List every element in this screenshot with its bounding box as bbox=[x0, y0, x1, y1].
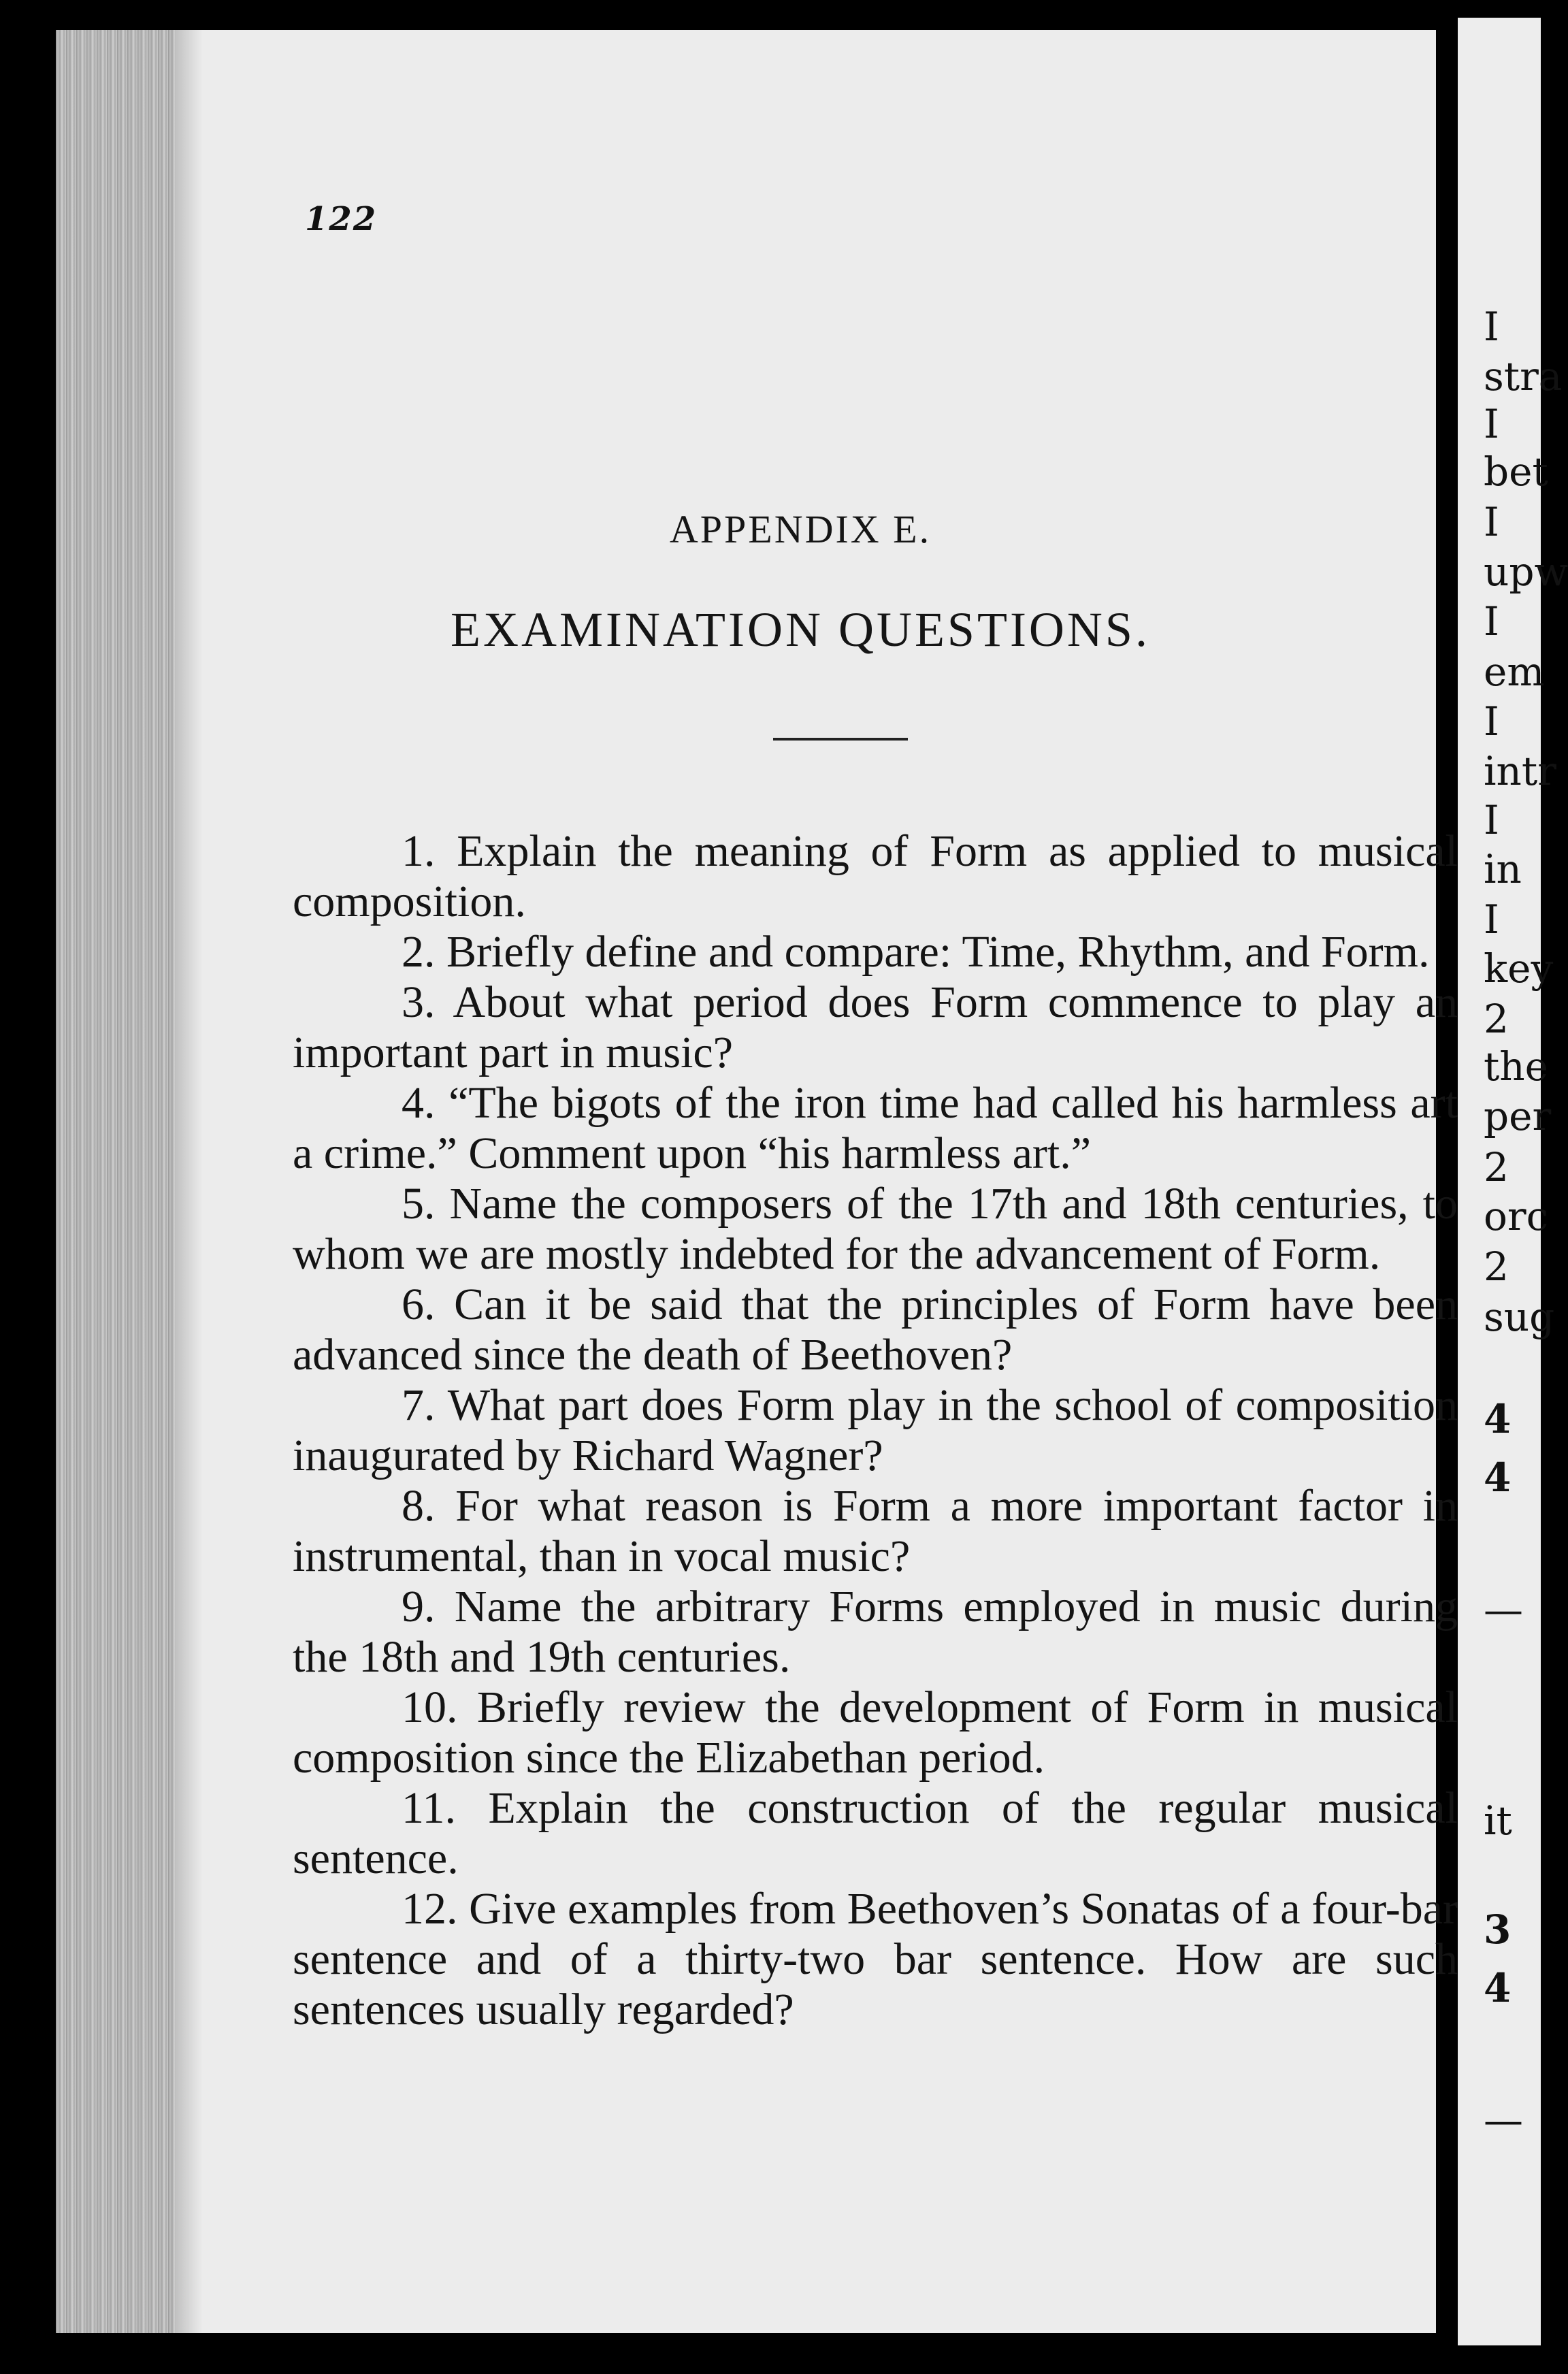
facing-page-text: I bbox=[1484, 304, 1499, 350]
question-item: 4. “The bigots of the iron time had called his harmless art a crime.” Comment upon “his harmless art.” bbox=[293, 1078, 1458, 1178]
question-item: 9. Name the arbitrary Forms employed in music during the 18th and 19th centuries. bbox=[293, 1582, 1458, 1682]
facing-page-text: I bbox=[1484, 598, 1499, 645]
facing-page-text: em bbox=[1484, 649, 1545, 695]
question-item: 3. About what period does Form commence to play an important part in music? bbox=[293, 977, 1458, 1077]
facing-page-text: 4 bbox=[1484, 1454, 1512, 1501]
facing-page-text: I bbox=[1484, 698, 1499, 745]
left-page bbox=[56, 30, 1458, 2333]
facing-page-text: key bbox=[1484, 945, 1554, 992]
question-list bbox=[293, 826, 1458, 2035]
question-item: 10. Briefly review the development of Form in musical composition since the Elizabethan period. bbox=[293, 1682, 1458, 1783]
facing-page-text: orc bbox=[1484, 1193, 1549, 1239]
facing-page-text: I bbox=[1484, 401, 1499, 447]
question-item: 12. Give examples from Beethoven’s Sonatas of a four-bar sentence and of a thirty-two bar sentence. How are such sentences usually regarded? bbox=[293, 1884, 1458, 2034]
facing-page-text: 2 bbox=[1484, 996, 1509, 1042]
section-title: EXAMINATION QUESTIONS. bbox=[451, 602, 1150, 657]
appendix-heading: APPENDIX E. bbox=[669, 507, 932, 551]
page-number: 122 bbox=[305, 200, 378, 238]
facing-page-text: — bbox=[1484, 1587, 1523, 1633]
question-item: 2. Briefly define and compare: Time, Rhythm, and Form. bbox=[402, 927, 1430, 977]
facing-page-text: in bbox=[1484, 846, 1522, 892]
title-divider bbox=[773, 738, 908, 741]
facing-page-text: it bbox=[1484, 1798, 1512, 1844]
facing-page-text: intr bbox=[1484, 748, 1556, 794]
facing-page-text: 2 bbox=[1484, 1243, 1509, 1290]
question-item: 5. Name the composers of the 17th and 18th centuries, to whom we are mostly indebted for the advancement of Form. bbox=[293, 1179, 1458, 1279]
facing-page-text: stra bbox=[1484, 353, 1563, 400]
question-item: 7. What part does Form play in the school of composition inaugurated by Richard Wagner? bbox=[293, 1380, 1458, 1480]
facing-page-text: 2 bbox=[1484, 1144, 1509, 1190]
facing-page-text: 4 bbox=[1484, 1396, 1512, 1442]
question-item: 6. Can it be said that the principles of Form have been advanced since the death of Beethoven? bbox=[293, 1280, 1458, 1380]
facing-page-text: I bbox=[1484, 499, 1499, 545]
question-item: 11. Explain the construction of the regular musical sentence. bbox=[293, 1783, 1458, 1883]
page-stack-edge bbox=[56, 30, 176, 2333]
facing-page-text: sug bbox=[1484, 1294, 1555, 1340]
facing-page-text: per bbox=[1484, 1093, 1552, 1139]
facing-page-text: bet bbox=[1484, 449, 1548, 495]
facing-page-text: 3 bbox=[1484, 1906, 1512, 1953]
facing-page-text: — bbox=[1484, 2097, 1523, 2143]
facing-page-fragment bbox=[1458, 18, 1568, 2345]
question-item: 8. For what reason is Form a more important factor in instrumental, than in vocal music? bbox=[293, 1481, 1458, 1581]
question-item: 1. Explain the meaning of Form as applied to musical composition. bbox=[293, 826, 1458, 926]
facing-page-text: I bbox=[1484, 896, 1499, 943]
facing-page-text: 4 bbox=[1484, 1965, 1512, 2011]
facing-page-text: the bbox=[1484, 1043, 1548, 1090]
facing-page-text: upw bbox=[1484, 549, 1568, 595]
gutter-shadow bbox=[176, 30, 203, 2333]
facing-page-text: I bbox=[1484, 797, 1499, 843]
